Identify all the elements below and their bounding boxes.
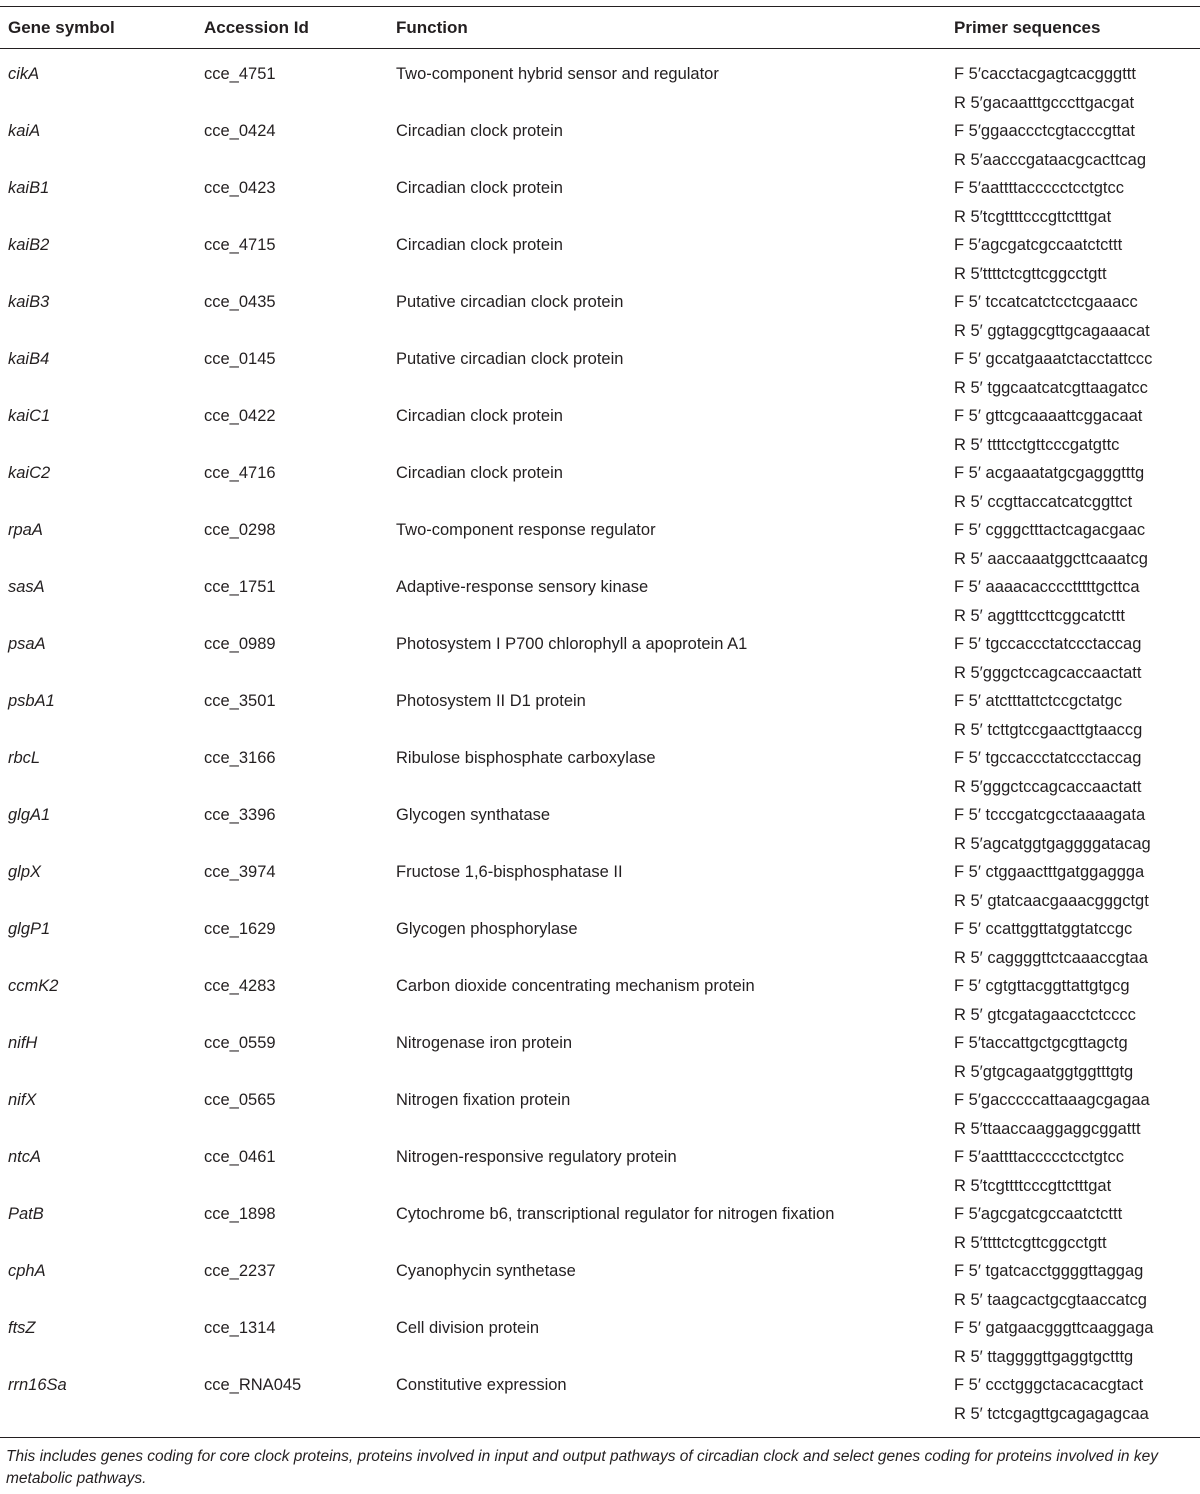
accession-id-cell: cce_0424	[204, 122, 276, 140]
gene-symbol-cell: kaiC1	[8, 407, 51, 425]
gene-symbol-cell: kaiA	[8, 122, 41, 140]
table-row	[0, 288, 1200, 345]
function-cell: Nitrogenase iron protein	[396, 1034, 573, 1052]
function-cell: Photosystem II D1 protein	[396, 692, 586, 710]
gene-symbol-cell: cikA	[8, 65, 40, 83]
primer-sequences-cell	[954, 858, 1149, 915]
primer-sequences-cell	[954, 744, 1141, 801]
primer-sequences-cell	[954, 288, 1150, 345]
header-divider-rule	[0, 48, 1200, 49]
primer-sequences-cell	[954, 231, 1122, 288]
table-row	[0, 858, 1200, 915]
forward-primer: F 5′gacccccattaaagcgagaa	[954, 1091, 1150, 1109]
gene-symbol-cell: rpaA	[8, 521, 43, 539]
primer-sequences-cell	[954, 573, 1140, 630]
forward-primer: F 5′ gccatgaaatctacctattccc	[954, 350, 1153, 368]
reverse-primer: R 5′ caggggttctcaaaccgtaa	[954, 948, 1148, 967]
gene-symbol-cell: ccmK2	[8, 977, 59, 995]
gene-symbol-cell: psbA1	[8, 692, 55, 710]
forward-primer: F 5′ tgccaccctatccctaccag	[954, 749, 1142, 767]
primer-sequences-cell	[954, 117, 1146, 174]
function-cell: Ribulose bisphosphate carboxylase	[396, 749, 656, 767]
function-cell: Nitrogen-responsive regulatory protein	[396, 1148, 677, 1166]
forward-primer: F 5′ gttcgcaaaattcggacaat	[954, 407, 1143, 425]
gene-symbol-cell: glgA1	[8, 806, 51, 824]
function-cell: Fructose 1,6-bisphosphatase II	[396, 863, 623, 881]
primer-sequences-cell	[954, 1371, 1149, 1428]
accession-id-cell: cce_3974	[204, 863, 276, 881]
gene-symbol-cell: cphA	[8, 1262, 46, 1280]
function-cell: Putative circadian clock protein	[396, 350, 624, 368]
table-row	[0, 60, 1200, 117]
function-cell: Circadian clock protein	[396, 236, 563, 254]
reverse-primer: R 5′ ccgttaccatcatcggttct	[954, 492, 1133, 511]
header-function: Function	[396, 18, 468, 37]
function-cell: Adaptive-response sensory kinase	[396, 578, 649, 596]
accession-id-cell: cce_0423	[204, 179, 276, 197]
forward-primer: F 5′ ccctgggctacacacgtact	[954, 1376, 1144, 1394]
primer-sequences-cell	[954, 1200, 1122, 1257]
function-cell: Cell division protein	[396, 1319, 540, 1337]
function-cell: Two-component hybrid sensor and regulator	[396, 65, 719, 83]
reverse-primer: R 5′agcatggtgaggggatacag	[954, 834, 1151, 853]
table-row	[0, 1200, 1200, 1257]
table-row	[0, 345, 1200, 402]
table-row	[0, 516, 1200, 573]
reverse-primer: R 5′gggctccagcaccaactatt	[954, 777, 1142, 796]
forward-primer: F 5′ gatgaacgggttcaaggaga	[954, 1319, 1154, 1337]
gene-symbol-cell: psaA	[8, 635, 46, 653]
table-row	[0, 1257, 1200, 1314]
forward-primer: F 5′ cgtgttacggttattgtgcg	[954, 977, 1130, 995]
gene-symbol-cell: kaiB1	[8, 179, 50, 197]
primer-sequences-cell	[954, 459, 1144, 516]
function-cell: Cyanophycin synthetase	[396, 1262, 576, 1280]
function-cell: Nitrogen fixation protein	[396, 1091, 571, 1109]
reverse-primer: R 5′gacaatttgcccttgacgat	[954, 93, 1135, 112]
gene-symbol-cell: nifX	[8, 1091, 37, 1109]
accession-id-cell: cce_2237	[204, 1262, 276, 1280]
forward-primer: F 5′ tgatcacctggggttaggag	[954, 1262, 1144, 1280]
primer-sequences-cell	[954, 801, 1151, 858]
accession-id-cell: cce_4715	[204, 236, 276, 254]
forward-primer: F 5′ ctggaactttgatggaggga	[954, 863, 1145, 881]
forward-primer: F 5′ ccattggttatggtatccgc	[954, 920, 1133, 938]
header-gene-symbol: Gene symbol	[8, 18, 115, 37]
accession-id-cell: cce_0989	[204, 635, 276, 653]
accession-id-cell: cce_3396	[204, 806, 276, 824]
accession-id-cell: cce_1751	[204, 578, 276, 596]
forward-primer: F 5′ acgaaatatgcgagggtttg	[954, 464, 1145, 482]
accession-id-cell: cce_1629	[204, 920, 276, 938]
function-cell: Circadian clock protein	[396, 464, 563, 482]
function-cell: Putative circadian clock protein	[396, 293, 624, 311]
function-cell: Glycogen phosphorylase	[396, 920, 578, 938]
table-row	[0, 1143, 1200, 1200]
reverse-primer: R 5′ttttctcgttcggcctgtt	[954, 264, 1107, 283]
gene-symbol-cell: ftsZ	[8, 1319, 36, 1337]
table-row	[0, 1029, 1200, 1086]
table-row	[0, 459, 1200, 516]
forward-primer: F 5′taccattgctgcgttagctg	[954, 1034, 1128, 1052]
accession-id-cell: cce_0145	[204, 350, 276, 368]
table-row	[0, 915, 1200, 972]
reverse-primer: R 5′ttttctcgttcggcctgtt	[954, 1233, 1107, 1252]
primer-sequences-cell	[954, 60, 1136, 117]
reverse-primer: R 5′aacccgataacgcacttcag	[954, 150, 1147, 169]
table-row	[0, 1314, 1200, 1371]
table-row	[0, 573, 1200, 630]
primer-sequences-cell	[954, 1086, 1150, 1143]
reverse-primer: R 5′ gtatcaacgaaacgggctgt	[954, 891, 1149, 910]
primer-sequences-cell	[954, 516, 1148, 573]
table-row	[0, 801, 1200, 858]
table-row	[0, 630, 1200, 687]
forward-primer: F 5′ggaaccctcgtacccgttat	[954, 122, 1136, 140]
gene-symbol-cell: kaiB3	[8, 293, 50, 311]
reverse-primer: R 5′ttaaccaaggaggcggattt	[954, 1119, 1141, 1138]
primer-sequences-cell	[954, 972, 1136, 1029]
accession-id-cell: cce_1314	[204, 1319, 276, 1337]
forward-primer: F 5′ tccatcatctcctcgaaacc	[954, 293, 1138, 311]
function-cell: Circadian clock protein	[396, 179, 563, 197]
primer-sequences-cell	[954, 174, 1124, 231]
primer-sequences-cell	[954, 915, 1148, 972]
gene-symbol-cell: kaiB2	[8, 236, 50, 254]
forward-primer: F 5′ tgccaccctatccctaccag	[954, 635, 1142, 653]
accession-id-cell: cce_1898	[204, 1205, 276, 1223]
table-row	[0, 1371, 1200, 1428]
table-row	[0, 174, 1200, 231]
table-body	[0, 60, 1200, 1428]
table-row	[0, 231, 1200, 288]
function-cell: Carbon dioxide concentrating mechanism protein	[396, 977, 755, 995]
accession-id-cell: cce_0298	[204, 521, 276, 539]
reverse-primer: R 5′ gtcgatagaacctctcccc	[954, 1005, 1136, 1024]
accession-id-cell: cce_0435	[204, 293, 276, 311]
forward-primer: F 5′ atctttattctccgctatgc	[954, 692, 1123, 710]
accession-id-cell: cce_4751	[204, 65, 276, 83]
forward-primer: F 5′aattttaccccctcctgtcc	[954, 179, 1124, 197]
accession-id-cell: cce_3166	[204, 749, 276, 767]
reverse-primer: R 5′ tggcaatcatcgttaagatcc	[954, 378, 1148, 397]
primer-sequences-cell	[954, 345, 1152, 402]
table-bottom-rule	[0, 1437, 1200, 1438]
gene-symbol-cell: PatB	[8, 1205, 44, 1223]
accession-id-cell: cce_0565	[204, 1091, 276, 1109]
forward-primer: F 5′ aaaacacccctttttgcttca	[954, 578, 1140, 596]
gene-symbol-cell: rbcL	[8, 749, 41, 767]
table-row	[0, 117, 1200, 174]
primer-sequences-cell	[954, 687, 1142, 744]
reverse-primer: R 5′ aaccaaatggcttcaaatcg	[954, 549, 1148, 568]
gene-symbol-cell: kaiB4	[8, 350, 50, 368]
gene-symbol-cell: kaiC2	[8, 464, 51, 482]
gene-symbol-cell: glpX	[8, 863, 42, 881]
function-cell: Constitutive expression	[396, 1376, 567, 1394]
table-footnote: This includes genes coding for core clock proteins, proteins involved in input and output pathways of circadian clock and select genes coding for proteins involved in key metabolic pathways.	[6, 1448, 1158, 1487]
accession-id-cell: cce_3501	[204, 692, 276, 710]
reverse-primer: R 5′ ggtaggcgttgcagaaacat	[954, 321, 1150, 340]
reverse-primer: R 5′ taagcactgcgtaaccatcg	[954, 1290, 1147, 1309]
forward-primer: F 5′cacctacgagtcacgggttt	[954, 65, 1136, 83]
primer-sequences-cell	[954, 1143, 1124, 1200]
accession-id-cell: cce_4716	[204, 464, 276, 482]
reverse-primer: R 5′gggctccagcaccaactatt	[954, 663, 1142, 682]
primer-sequences-cell	[954, 1257, 1147, 1314]
gene-symbol-cell: rrn16Sa	[8, 1376, 67, 1394]
accession-id-cell: cce_4283	[204, 977, 276, 995]
header-primer-sequences: Primer sequences	[954, 18, 1101, 37]
gene-symbol-cell: glgP1	[8, 920, 51, 938]
accession-id-cell: cce_0422	[204, 407, 276, 425]
gene-symbol-cell: nifH	[8, 1034, 38, 1052]
table-row	[0, 744, 1200, 801]
forward-primer: F 5′agcgatcgccaatctcttt	[954, 1205, 1123, 1223]
function-cell: Two-component response regulator	[396, 521, 656, 539]
reverse-primer: R 5′ ttttcctgttcccgatgttc	[954, 435, 1120, 454]
reverse-primer: R 5′tcgttttcccgttctttgat	[954, 207, 1112, 226]
accession-id-cell: cce_RNA045	[204, 1376, 302, 1394]
reverse-primer: R 5′ ttaggggttgaggtgctttg	[954, 1347, 1134, 1366]
primer-sequences-cell	[954, 630, 1141, 687]
accession-id-cell: cce_0559	[204, 1034, 276, 1052]
accession-id-cell: cce_0461	[204, 1148, 276, 1166]
reverse-primer: R 5′gtgcagaatggtggtttgtg	[954, 1062, 1134, 1081]
table-row	[0, 1086, 1200, 1143]
function-cell: Cytochrome b6, transcriptional regulator for nitrogen fixation	[396, 1205, 835, 1223]
function-cell: Photosystem I P700 chlorophyll a apoprotein A1	[396, 635, 748, 653]
reverse-primer: R 5′ tcttgtccgaacttgtaaccg	[954, 720, 1143, 739]
primer-sequences-cell	[954, 1029, 1133, 1086]
primer-sequences-cell	[954, 1314, 1153, 1371]
function-cell: Circadian clock protein	[396, 407, 563, 425]
forward-primer: F 5′ tcccgatcgcctaaaagata	[954, 806, 1146, 824]
table-top-rule	[0, 6, 1200, 7]
table-row	[0, 972, 1200, 1029]
function-cell: Circadian clock protein	[396, 122, 563, 140]
table-row	[0, 687, 1200, 744]
gene-symbol-cell: sasA	[8, 578, 45, 596]
primer-sequences-cell	[954, 402, 1142, 459]
reverse-primer: R 5′ aggtttccttcggcatcttt	[954, 606, 1125, 625]
gene-symbol-cell: ntcA	[8, 1148, 42, 1166]
header-accession-id: Accession Id	[204, 18, 309, 37]
forward-primer: F 5′aattttaccccctcctgtcc	[954, 1148, 1124, 1166]
table-row	[0, 402, 1200, 459]
function-cell: Glycogen synthatase	[396, 806, 551, 824]
forward-primer: F 5′agcgatcgccaatctcttt	[954, 236, 1123, 254]
reverse-primer: R 5′tcgttttcccgttctttgat	[954, 1176, 1112, 1195]
reverse-primer: R 5′ tctcgagttgcagagagcaa	[954, 1404, 1149, 1423]
forward-primer: F 5′ cgggctttactcagacgaac	[954, 521, 1146, 539]
